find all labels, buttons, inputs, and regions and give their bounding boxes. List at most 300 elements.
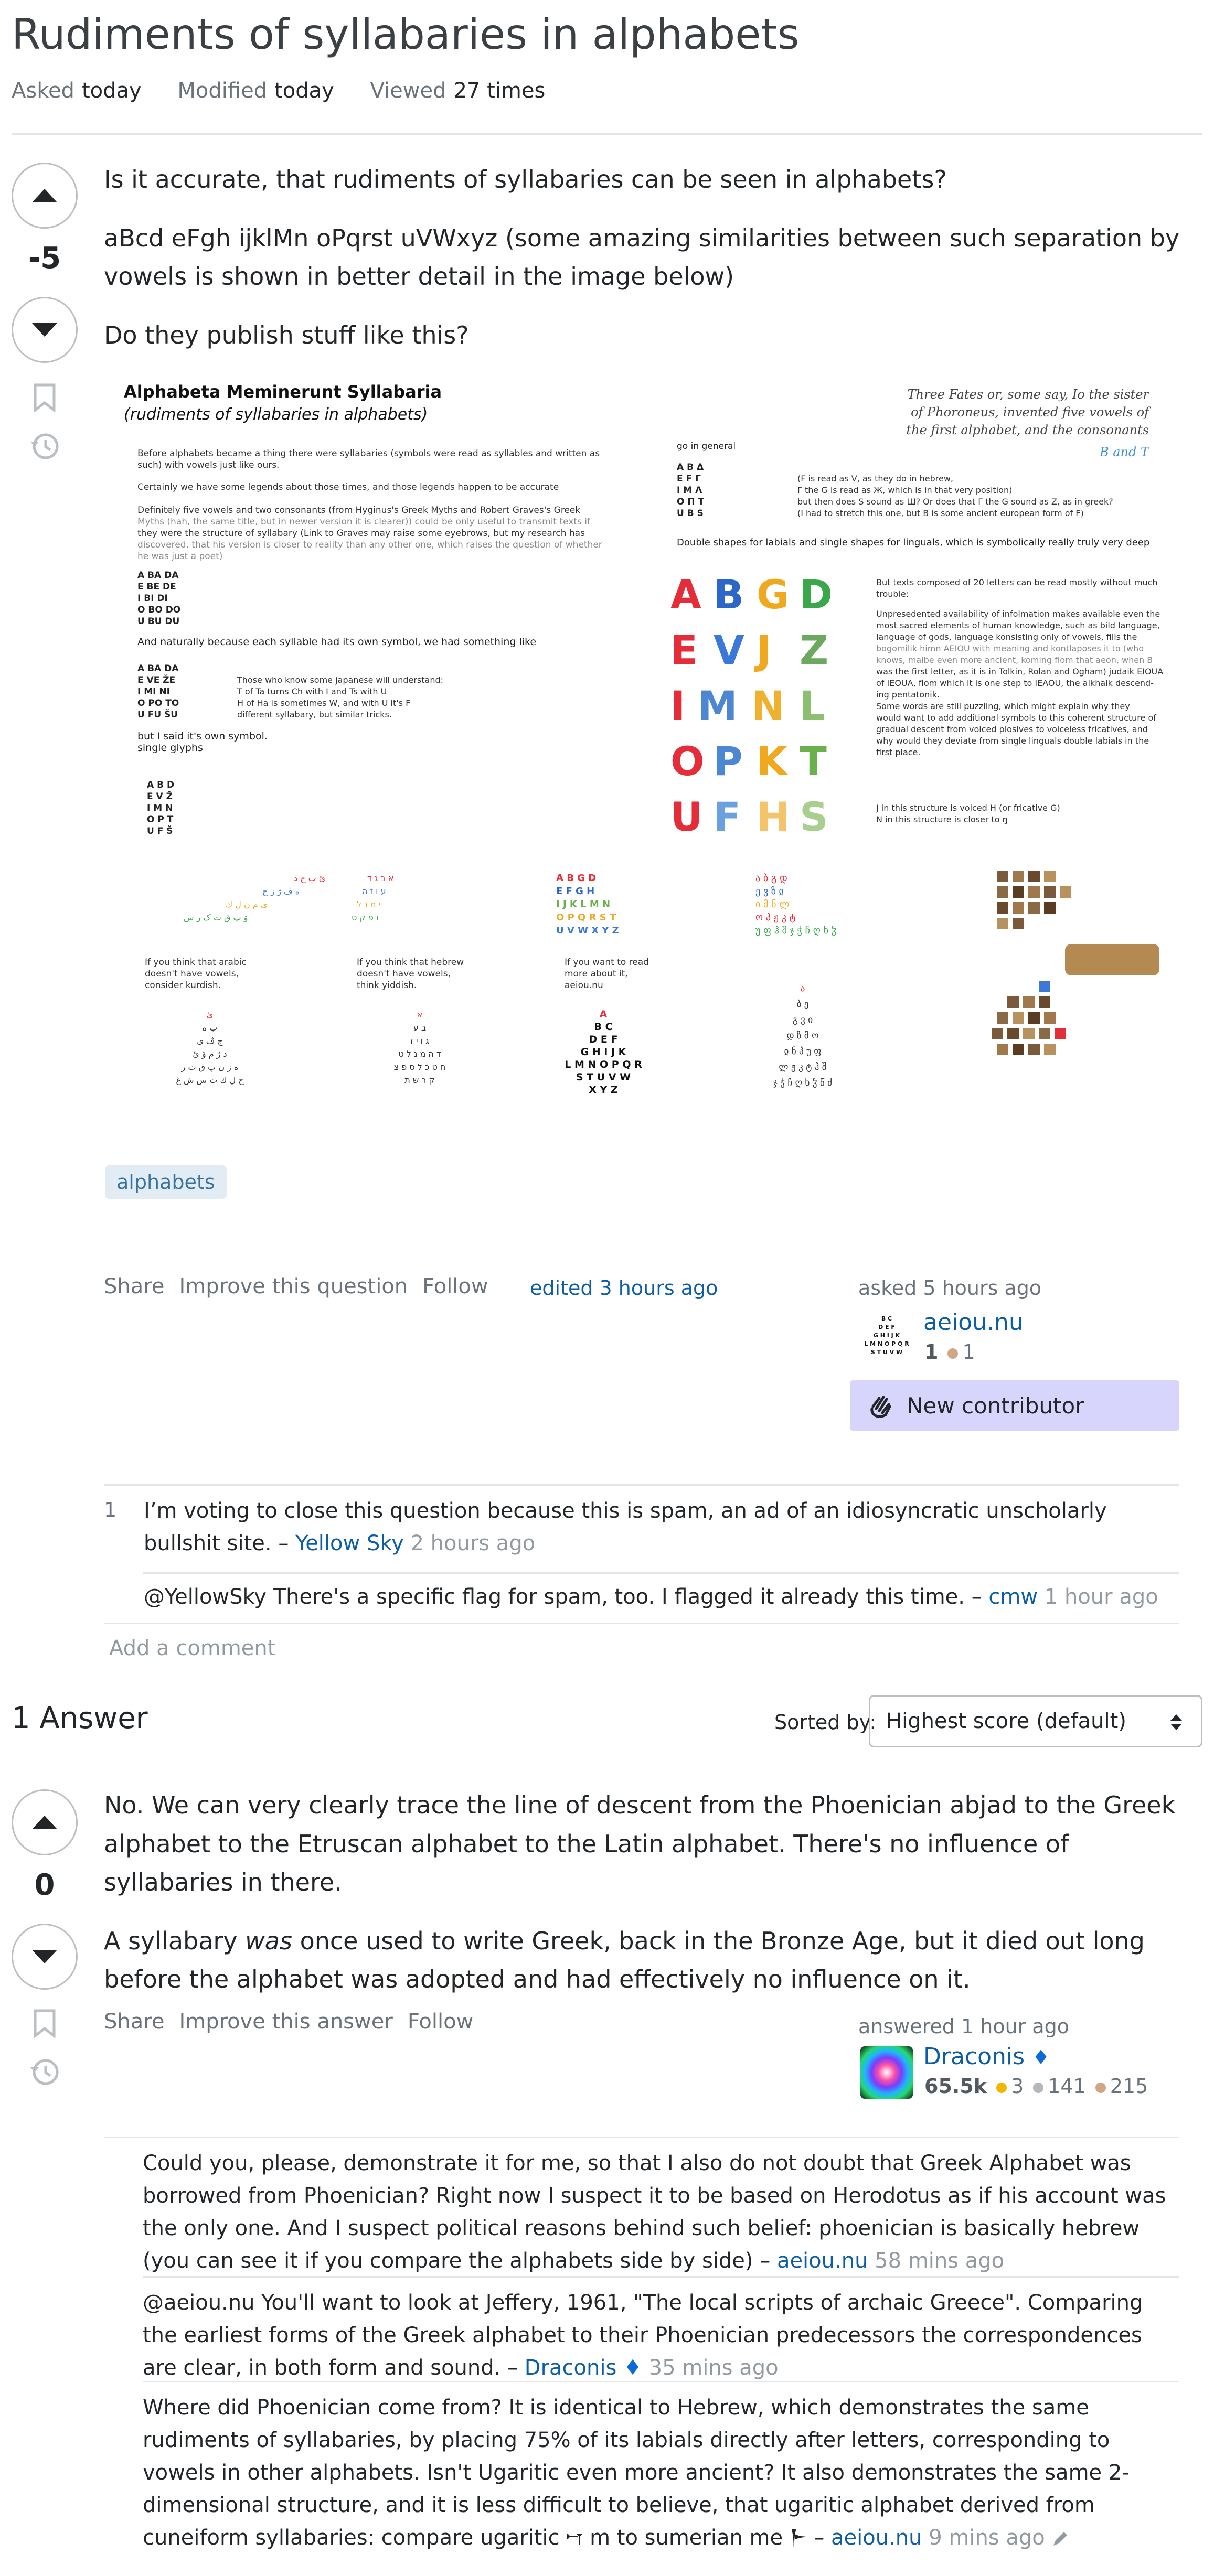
edit-pencil-icon: [1051, 2530, 1069, 2548]
script-row: ج ڤ ی: [197, 1036, 223, 1046]
question-author-reputation: [924, 1340, 975, 1364]
tile: [997, 1012, 1008, 1024]
note-line: first place.: [876, 747, 921, 757]
letter-glyph: H: [757, 793, 790, 840]
meta-viewed-label: Viewed: [370, 79, 446, 103]
figure-latin-small: [556, 873, 619, 936]
figure-subtitle: (rudiments of syllabaries in alphabets): [124, 405, 428, 424]
tile: [1013, 886, 1024, 898]
edited-link[interactable]: edited 3 hours ago: [530, 1276, 718, 1300]
comment-text: I’m voting to close this question because this is spam, an ad of an idiosyncratic unscholarly bullshit site. –: [144, 1499, 1107, 1555]
downvote-icon: [32, 1950, 57, 1963]
figure-poem: [906, 387, 1151, 459]
note-line: (F is read as V, as they do in hebrew,: [797, 474, 953, 484]
comments-divider: [104, 1484, 1179, 1486]
tile: [1044, 1044, 1056, 1055]
letter-row-1: [670, 571, 833, 618]
caption-line: consider kurdish.: [145, 980, 221, 991]
note-line: why would they deviate from single linguals double labials in the: [876, 736, 1149, 746]
grid-row: U BU DU: [137, 616, 180, 627]
script-row: უ ფ ჰ შ ჯ ჭ ჩ ღ ხ ჴ: [755, 925, 837, 936]
tile: [992, 1028, 1003, 1039]
note-line: most sacred elements of human knowledge, such as bild language,: [876, 620, 1160, 630]
script-row: ე ვ ზ ჲ: [755, 886, 784, 897]
meta-modified-value[interactable]: today: [274, 79, 334, 103]
comment-user[interactable]: cmw: [988, 1585, 1038, 1609]
answer-text: A syllabary: [104, 1926, 246, 1955]
letter-glyph: T: [800, 738, 827, 785]
grid-row: U FU ŠU: [137, 710, 178, 720]
greek-row: O Π T: [677, 497, 705, 507]
answer-body: [104, 1786, 1185, 2019]
grid-row: A B D: [147, 780, 175, 790]
figure-arabic-triangle: [176, 1010, 244, 1086]
tile: [1013, 918, 1024, 929]
grid-row: E BE DE: [137, 582, 176, 592]
letter-glyph: I: [670, 682, 686, 729]
wave-hand-icon: [866, 1391, 895, 1420]
letter-glyph: U: [670, 793, 703, 840]
letter-glyph: P: [714, 738, 743, 785]
figure-japanese-note: [237, 675, 443, 720]
comment-time[interactable]: 1 hour ago: [1044, 1585, 1158, 1609]
greek-row: U B S: [677, 508, 704, 519]
avatar-identicon: [861, 1312, 912, 1362]
script-row: ა: [800, 983, 805, 994]
script-row: ح ل ك ت س ش غ: [176, 1075, 244, 1085]
tile: [1028, 1012, 1040, 1024]
comment-item: [143, 2147, 1181, 2277]
comment-item: [144, 1581, 1183, 1613]
figure-greek-rows: [677, 462, 705, 519]
history-button[interactable]: [29, 431, 60, 461]
poem-line: B and T: [1099, 445, 1149, 459]
comment-text: @YellowSky There's a specific flag for spam, too. I flagged it already this time. –: [144, 1585, 982, 1609]
letter-glyph: S: [800, 793, 828, 840]
tile: [1060, 886, 1071, 898]
figure-intro-line: Before alphabets became a thing there were syllabaries (symbols were read as syllables and written as: [137, 448, 600, 459]
greek-row: I M Λ: [677, 485, 702, 496]
question-paragraph: Do they publish stuff like this?: [104, 320, 469, 349]
comment-divider: [143, 2276, 1179, 2278]
improve-answer-link[interactable]: Improve this answer: [179, 2010, 393, 2034]
letter-glyph: B: [714, 571, 744, 618]
sort-selected-value: Highest score (default): [886, 1709, 1126, 1733]
script-row: ב ע: [413, 1023, 427, 1033]
tile: [1044, 871, 1056, 882]
caption-line: think yiddish.: [357, 980, 417, 991]
tile: [1028, 871, 1040, 882]
note-line: But texts composed of 20 letters can be read mostly without much: [876, 577, 1158, 587]
caption-line: doesn't have vowels,: [357, 969, 451, 979]
tile: [1055, 1028, 1066, 1039]
page-title[interactable]: Rudiments of syllabaries in alphabets: [12, 10, 800, 59]
tile: [1028, 1044, 1040, 1055]
script-row: A: [599, 1008, 608, 1020]
comments-divider: [104, 2137, 1179, 2138]
answer-author-name: Draconis: [923, 2043, 1025, 2070]
question-author-avatar[interactable]: [860, 1311, 913, 1364]
figure-intro-line: Certainly we have some legends about those times, and those legends happen to be accurate: [137, 482, 559, 492]
script-row: A B G D: [556, 873, 597, 884]
answer-emphasis: was: [245, 1926, 292, 1955]
asked-label: asked 5 hours ago: [858, 1276, 1042, 1300]
svg-text:L M N O P Q R: L M N O P Q R: [864, 1340, 909, 1347]
figure-intro-line: such) with vowels just like ours.: [137, 460, 280, 470]
silver-badge-icon: [1033, 2083, 1043, 2093]
comment-time[interactable]: 2 hours ago: [410, 1531, 536, 1555]
letter-row-3: [670, 682, 825, 729]
tile: [997, 1044, 1008, 1055]
tile: [1039, 981, 1050, 992]
upvote-icon: [32, 189, 57, 202]
script-row: S T U V W: [576, 1071, 631, 1083]
grid-row: I M N: [147, 803, 173, 813]
grid-row: I MI NI: [137, 686, 170, 697]
comment-text: @aeiou.nu You'll want to look at Jeffery, 1961, "The local scripts of archaic Greece". Comparing the earliest forms of the Greek alphabet to their Phoenician predecessors the correspondences are clear, in both form and sound. –: [143, 2291, 1143, 2380]
script-row: ب ە: [202, 1023, 218, 1033]
follow-link[interactable]: Follow: [407, 2010, 474, 2034]
answer-author-avatar[interactable]: [860, 2046, 913, 2099]
letter-glyph: N: [751, 682, 785, 729]
answer-bookmark-button[interactable]: [29, 2009, 60, 2038]
letter-glyph: D: [800, 571, 833, 618]
poem-line: of Phoroneus, invented five vowels of: [911, 405, 1149, 420]
comment-score: 1: [104, 1498, 117, 1521]
grid-row: O BO DO: [137, 605, 181, 615]
figure-grid-1: [137, 570, 180, 627]
comment-time[interactable]: 35 mins ago: [648, 2356, 779, 2380]
letter-glyph: J: [757, 627, 772, 673]
answer-history-button[interactable]: [29, 2057, 60, 2087]
moderator-diamond-icon: ♦: [616, 2356, 649, 2380]
history-icon: [29, 2057, 60, 2087]
letter-glyph: V: [714, 627, 744, 673]
tile: [1013, 871, 1024, 882]
question-paragraph: aBcd eFgh ijklMn oPqrst uVWxyz (some amazing similarities between such separation by vowels is shown in better detail in the image below): [104, 223, 1180, 291]
figure-but-said: but I said it's own symbol.: [137, 731, 268, 742]
bronze-badge-count: 1: [962, 1340, 975, 1364]
comment-time[interactable]: 58 mins ago: [875, 2249, 1005, 2273]
tile: [997, 902, 1008, 914]
sort-select[interactable]: [869, 1695, 1202, 1747]
note-line: trouble:: [876, 589, 909, 599]
moderator-diamond-icon: ♦: [1032, 2046, 1050, 2069]
figure-greek-notes: [797, 474, 1113, 518]
script-row: U V W X Y Z: [556, 925, 619, 936]
answer-paragraph: No. We can very clearly trace the line of descent from the Phoenician abjad to the Greek alphabet to the Etruscan alphabet to the Latin alphabet. There's no influence of syllabaries in there.: [104, 1791, 1176, 1897]
answers-heading: 1 Answer: [12, 1701, 148, 1735]
history-icon: [29, 431, 60, 461]
tile: [1007, 996, 1019, 1008]
figure-hebrew: [352, 873, 394, 922]
new-contributor-label: New contributor: [907, 1392, 1084, 1419]
new-contributor-notice[interactable]: [850, 1380, 1179, 1431]
bookmark-icon: [33, 383, 56, 412]
letter-glyph: E: [670, 627, 698, 673]
figure-naturally: And naturally because each syllable had its own symbol, we had something like: [137, 636, 537, 648]
tile: [1028, 902, 1040, 914]
letter-glyph: O: [670, 738, 705, 785]
tile: [1039, 1028, 1050, 1039]
tile: [997, 918, 1008, 929]
figure-intro-line: Definitely five vowels and two consonants (from Hyginus's Greek Myths and Robert Graves's Greek: [137, 505, 581, 516]
tile: [1028, 886, 1040, 898]
caption-line: If you think that arabic: [145, 957, 247, 968]
script-row: ლ ჟ კ ტ ჰ შ: [779, 1062, 827, 1072]
tile: [997, 871, 1008, 882]
caption-line: If you think that hebrew: [357, 957, 464, 968]
sort-label: Sorted by:: [774, 1711, 877, 1734]
figure-single-glyphs: single glyphs: [137, 742, 203, 754]
meta-asked-value: today: [81, 79, 142, 103]
script-row: ئ: [206, 1010, 214, 1019]
figure-cuneiform-tiles: [992, 871, 1159, 1055]
note-line: of IEOUA, flom which it is one step to IEAOU, the alkhaik descend-: [876, 678, 1154, 688]
script-row: გ ვ ი: [792, 1015, 813, 1025]
tile: [997, 886, 1008, 898]
script-row: E F G H: [556, 886, 595, 897]
share-link[interactable]: Share: [104, 1274, 165, 1298]
script-row: ه ز ن پ ق ت ر: [181, 1062, 239, 1072]
grid-row: E VE ŽE: [137, 675, 176, 685]
script-row: O P Q R S T: [556, 912, 616, 923]
bronze-badge-icon: [1095, 2083, 1106, 2093]
figure-intro-line: they were the structure of syllabary (Link to Graves may raise some eyebrows, but my research has: [137, 528, 585, 539]
letter-glyph: M: [698, 682, 738, 729]
script-row: ק ר ש ת: [404, 1075, 435, 1085]
letter-glyph: G: [757, 571, 790, 618]
script-row: ג ו י ז: [410, 1036, 429, 1046]
tag-alphabets[interactable]: alphabets: [105, 1165, 227, 1199]
script-row: י מ נ ל: [357, 899, 381, 909]
figure-intro-line: discovered, that his version is closer to reality than any other one, which raises the question of whether: [137, 540, 602, 550]
question-score: -5: [28, 241, 61, 275]
bookmark-icon: [33, 2009, 56, 2038]
clay-tablet: [1065, 944, 1159, 975]
tile: [1013, 1012, 1024, 1024]
answer-author-link[interactable]: [923, 2043, 1050, 2070]
poem-line: the first alphabet, and the consonants: [906, 423, 1149, 437]
upvote-icon: [32, 1816, 57, 1829]
svg-text:B C: B C: [881, 1315, 892, 1322]
comment-item: [143, 2287, 1181, 2384]
grid-row: A BA DA: [137, 570, 179, 581]
figure-colored-letters: [670, 571, 833, 840]
note-line: gradual descent from voiced plosives to voiceless fricatives, and: [876, 724, 1148, 734]
question-post-menu: [104, 1274, 503, 1298]
caption-line: aeiou.nu: [565, 980, 603, 991]
downvote-button[interactable]: [12, 297, 78, 363]
figure-latin-triangle: [565, 1008, 642, 1096]
tile: [1013, 902, 1024, 914]
meta-viewed-value: 27 times: [453, 79, 546, 103]
figure-intro-line: Myths (hah, the same title, but in newer version it is clearer)) could be only useful to transmit texts if: [137, 517, 591, 527]
tile: [1023, 996, 1035, 1008]
silver-badge-count: 141: [1048, 2075, 1086, 2098]
improve-question-link[interactable]: Improve this question: [179, 1274, 408, 1298]
tile: [1044, 886, 1056, 898]
figure-grid-2: [137, 663, 179, 720]
script-row: ۆ پ ق ت ک ر س: [184, 913, 248, 922]
figure-grid-3: [147, 780, 174, 836]
comment-item: [104, 1495, 1185, 1560]
comment-divider: [143, 2381, 1179, 2382]
script-row: G H I J K: [580, 1046, 626, 1058]
script-row: ד ה מ נ ל ט: [398, 1049, 441, 1059]
comment-text: Where did Phoenician come from? It is identical to Hebrew, which demonstrates the same rudiments of syllabaries, by placing 75% of its labials directly after letters, corresponding to vowels in other alphabets. Isn't Ugaritic even more ancient? It also demonstrates the same 2-dimensional structure, and it is less difficult to believe, that ugaritic alphabet derived from cuneiform syllabaries: compare ugaritic 𐎎 m to sumerian me 𒈨 –: [143, 2396, 1130, 2550]
grid-row: A BA DA: [137, 663, 179, 674]
script-row: ი მ ნ ლ: [755, 899, 790, 910]
figure-title: Alphabeta Meminerunt Syllabaria: [124, 382, 442, 402]
letter-glyph: K: [757, 738, 787, 785]
script-row: ی م ن ل ك: [226, 899, 268, 909]
note-line: different syllabary, but similar tricks.: [237, 710, 392, 720]
note-line: N in this structure is closer to ŋ: [876, 814, 1008, 824]
downvote-icon: [32, 323, 57, 337]
answer-post-menu: [104, 2010, 488, 2034]
caption-line: If you want to read: [565, 957, 649, 968]
letter-glyph: Z: [800, 627, 829, 673]
svg-text:G H I J K: G H I J K: [873, 1332, 900, 1339]
comment-user[interactable]: Draconis: [524, 2356, 617, 2380]
meta-asked-label: Asked: [12, 79, 74, 103]
answer-downvote-button[interactable]: [12, 1924, 78, 1990]
grid-row: O PO TO: [137, 698, 179, 709]
script-row: א: [417, 1010, 423, 1019]
greek-row: E F Γ: [677, 474, 701, 484]
script-row: א ב ג ד: [367, 873, 394, 883]
question-author-name[interactable]: aeiou.nu: [923, 1309, 1024, 1336]
letter-row-2: [670, 627, 828, 673]
script-row: L M N O P Q R: [565, 1059, 642, 1070]
comment-user[interactable]: aeiou.nu: [831, 2526, 922, 2550]
letter-row-4: [670, 738, 827, 785]
answer-author-reputation: [924, 2075, 1148, 2098]
answer-text: once used to write Greek, back in the Bronze Age, but it died out long before the alphabet was adopted and had effectively no influence on it.: [104, 1926, 1145, 1994]
note-line: Γ the G is read as Ж, which is in that very position): [797, 485, 1013, 495]
figure-georgian: [755, 873, 836, 936]
script-row: ო პ ჟ კ ტ: [755, 912, 796, 923]
add-comment-link[interactable]: Add a comment: [109, 1636, 276, 1660]
note-line: (I had to stretch this one, but B is some ancient european form of F): [797, 508, 1084, 518]
figure-right-notes: [876, 577, 1163, 824]
greek-row: A B Δ: [677, 462, 704, 473]
bronze-badge-icon: [947, 1348, 958, 1359]
comment-content: [144, 1495, 1185, 1560]
comment-user[interactable]: Yellow Sky: [295, 1531, 404, 1555]
gold-badge-icon: [996, 2083, 1007, 2093]
answer-score: 0: [34, 1868, 55, 1902]
letter-glyph: A: [670, 571, 701, 618]
upvote-button[interactable]: [12, 163, 78, 229]
script-row: ئ ب ج د: [294, 873, 326, 883]
grid-row: U F Š: [147, 826, 173, 836]
script-row: ა ბ გ დ: [755, 873, 787, 884]
reputation-score: 1: [924, 1340, 939, 1364]
tile: [1044, 1012, 1056, 1024]
note-line: H of Ha is sometimes W, and with U it's F: [237, 698, 411, 708]
comment-item: [143, 2391, 1181, 2554]
script-row: ბ ე: [796, 999, 809, 1010]
answer-paragraph: [104, 1922, 1185, 1999]
note-line: T of Ta turns Ch with I and Ts with U: [237, 686, 387, 696]
tile: [1039, 996, 1050, 1008]
follow-link[interactable]: Follow: [422, 1274, 488, 1298]
note-line: Some words are still puzzling, which might explain why they: [876, 701, 1130, 711]
comment-user[interactable]: aeiou.nu: [776, 2249, 868, 2273]
comment-time[interactable]: 9 mins ago: [929, 2526, 1045, 2550]
tile: [1023, 1028, 1035, 1039]
question-paragraph: Is it accurate, that rudiments of syllabaries can be seen in alphabets?: [104, 165, 947, 194]
figure-hebrew-triangle: [394, 1010, 446, 1085]
script-row: ע ו ז ה: [362, 886, 386, 896]
note-line: language of gods, language konsisting only of vowels, fills the: [876, 632, 1137, 642]
figure-georgian-triangle: [773, 983, 832, 1088]
tag-list: [105, 1171, 227, 1194]
script-row: B C: [594, 1021, 613, 1033]
meta-modified-label: Modified: [177, 79, 268, 103]
tile: [1007, 1028, 1019, 1039]
note-line: knows, maibe even more ancient, koming flom that aeon, when B: [876, 655, 1153, 665]
share-link[interactable]: Share: [104, 2010, 165, 2034]
figure-captions: [145, 957, 649, 991]
poem-line: Three Fates or, some say, Io the sister: [907, 387, 1149, 402]
grid-row: O P T: [147, 814, 174, 825]
script-row: ח ט כ ל ס פ צ: [393, 1062, 446, 1072]
question-image: [105, 378, 1186, 1101]
figure-intro-line: he was just a poet): [137, 551, 223, 562]
comments-divider: [104, 1623, 1179, 1624]
letter-glyph: L: [800, 682, 825, 729]
script-row: ჯ ჭ ჩ ღ ხ ჴ წ ძ: [773, 1078, 832, 1088]
script-row: ו פ ק ט: [352, 913, 379, 922]
header-divider: [12, 133, 1202, 135]
script-row: ჲ ნ პ უ ფ: [784, 1046, 822, 1057]
script-row: დ ზ მ ო: [786, 1031, 819, 1041]
note-line: J in this structure is voiced H (or fricative G): [876, 803, 1060, 813]
note-line: Those who know some japanese will understand:: [237, 675, 444, 685]
note-line: Unpresedented availability of infolmation makes available even the: [876, 609, 1160, 619]
comment-divider: [143, 1572, 1179, 1574]
answer-upvote-button[interactable]: [12, 1789, 78, 1855]
figure-double-shapes: Double shapes for labials and single shapes for linguals, which is symbolically really truly very deep: [677, 537, 1150, 548]
caption-line: doesn't have vowels,: [145, 969, 239, 979]
svg-text:S T U V W: S T U V W: [870, 1349, 903, 1356]
script-row: د ژ م ۆ ئ: [193, 1049, 227, 1059]
script-row: I J K L M N: [556, 899, 611, 910]
note-line: would want to add additional symbols to this coherent structure of: [876, 713, 1156, 723]
script-row: D E F: [589, 1034, 618, 1045]
sort-chevron-icon: [1169, 1713, 1183, 1731]
script-row: X Y Z: [589, 1084, 618, 1096]
tile: [1013, 1044, 1024, 1055]
question-meta: [12, 79, 574, 103]
grid-row: I BI DI: [137, 593, 168, 604]
bronze-badge-count: 215: [1110, 2075, 1148, 2098]
note-line: was the first letter, as it is in Tolkin, Rolan and Ogham) judaik EIOUA: [876, 667, 1164, 677]
svg-text:D E F: D E F: [878, 1324, 895, 1330]
bookmark-button[interactable]: [29, 383, 60, 412]
reputation-score: 65.5k: [924, 2075, 987, 2098]
note-line: bogomilik himn AEIOU with meaning and kontlaposes it to (who: [876, 643, 1144, 653]
figure-arabic-kurdish: [184, 873, 325, 923]
tile: [1044, 902, 1056, 914]
figure-in-general: go in general: [677, 441, 736, 452]
letter-row-5: [670, 793, 828, 840]
note-line: but then does S sound as Ш? Or does that Γ the G sound as Z, as in greek?: [797, 497, 1113, 507]
letter-glyph: F: [714, 793, 741, 840]
